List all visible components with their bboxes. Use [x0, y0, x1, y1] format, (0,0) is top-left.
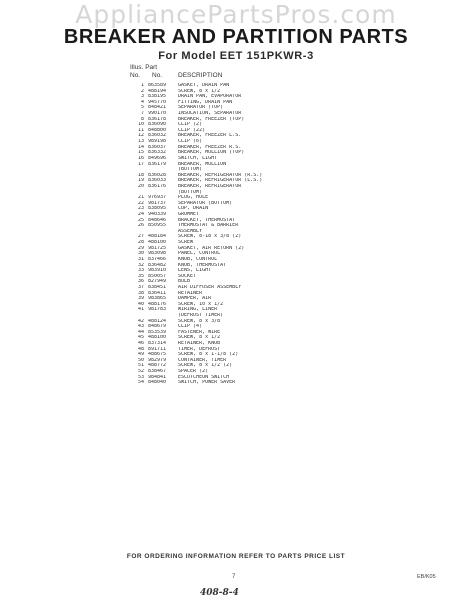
watermark-text: AppliancePartsPros.com [75, 0, 397, 29]
illus-number: 18 [137, 172, 144, 178]
illus-number: 28 [137, 240, 144, 246]
illus-number: 3 [140, 94, 144, 100]
part-number: 836176 [148, 183, 167, 189]
illus-number: 51 [137, 363, 144, 369]
part-number: 836179 [148, 161, 167, 167]
part-description: RETAINER [178, 290, 203, 296]
part-number: 848679 [148, 324, 167, 330]
part-description: SCREW, 8 x 1-1/8 (2) [178, 352, 239, 358]
illus-number: 1 [140, 83, 144, 88]
part-number: 836028 [148, 172, 167, 178]
illus-number: 43 [137, 324, 144, 330]
part-description: KNOB, THERMOSTAT [178, 262, 227, 268]
illus-number: 45 [137, 335, 144, 341]
page-title: BREAKER AND PARTITION PARTS [63, 26, 409, 48]
part-description: LENS, LIGHT [178, 268, 212, 274]
part-description: SCREW, 8 x 1/2 [178, 88, 221, 94]
part-description: (BOTTOM) [178, 189, 203, 195]
parts-row [130, 380, 360, 386]
part-number: 983910 [148, 268, 167, 274]
part-number: 850955 [148, 223, 167, 229]
illus-number: 41 [137, 307, 144, 313]
part-number: 836411 [148, 290, 167, 296]
part-description: KNOB, CONTROL [178, 256, 218, 262]
part-number: 836090 [148, 122, 167, 128]
part-number: 827949 [148, 279, 167, 285]
part-number: 976937 [148, 195, 167, 201]
illus-number: 21 [137, 195, 144, 201]
part-description: (BOTTOM) [178, 167, 203, 173]
part-number: 836178 [148, 116, 167, 122]
ordering-info-note: FOR ORDERING INFORMATION REFER TO PARTS PRICE LIST [126, 553, 346, 560]
illus-number: 26 [137, 223, 144, 229]
part-description: CLIP (6) [178, 139, 203, 145]
parts-list [130, 83, 360, 386]
illus-number: 48 [137, 346, 144, 352]
part-number: 982979 [148, 357, 167, 363]
part-description: INSULATION, SEPARATOR [178, 111, 242, 117]
column-header-part-top: Part [145, 64, 158, 71]
part-number: 838467 [148, 369, 167, 375]
illus-number: 25 [137, 217, 144, 223]
part-description: CUP, DRAIN [178, 206, 209, 212]
part-number: 836037 [148, 144, 167, 150]
part-description: DRAIN PAN, EVAPORATOR [178, 94, 242, 100]
illus-number: 36 [137, 279, 144, 285]
part-description: SEPARATOR (BOTTOM) [178, 200, 233, 206]
part-number: 836332 [148, 150, 167, 156]
handwritten-note: 408-8-4 [200, 588, 239, 598]
column-header-illus: Illus. [130, 64, 144, 71]
part-description: BREAKER, FREEZER L.S. [178, 133, 242, 139]
illus-number: 40 [137, 301, 144, 307]
illus-number: 29 [137, 245, 144, 251]
part-description: SCREW, 8 x 3/8 [178, 318, 221, 324]
illus-number: 39 [137, 296, 144, 302]
part-number: 848646 [148, 217, 167, 223]
part-description: SPACER (2) [178, 369, 209, 375]
illus-number: 53 [137, 374, 144, 380]
part-number: 850057 [148, 273, 167, 279]
illus-number: 22 [137, 200, 144, 206]
column-header-top [130, 64, 157, 71]
part-number: 848040 [148, 380, 167, 386]
part-description: BRACKET, THERMOSTAT [178, 217, 236, 223]
part-description: BULB [178, 279, 191, 285]
column-header-part-no: No. [152, 72, 163, 79]
part-number: 838095 [148, 206, 167, 212]
illus-number: 38 [137, 290, 144, 296]
part-description: BREAKER, REFRIGERATOR (L.S.) [178, 178, 263, 184]
part-number: 863589 [148, 83, 167, 88]
illus-number: 20 [137, 183, 144, 189]
illus-number: 19 [137, 178, 144, 184]
part-description: AIR DIFFUSER ASSEMBLY [178, 284, 242, 290]
column-header-description: DESCRIPTION [178, 72, 223, 79]
part-number: 945770 [148, 99, 167, 105]
part-description: SOCKET [178, 273, 197, 279]
illus-number: 44 [137, 329, 144, 335]
part-number: 981783 [148, 307, 167, 313]
part-number: 838195 [148, 94, 167, 100]
part-number: 488124 [148, 318, 167, 324]
part-description: TIMER, DEFROST [178, 346, 221, 352]
part-number: 837314 [148, 341, 167, 347]
illus-number: 30 [137, 251, 144, 257]
part-number: 488772 [148, 363, 167, 369]
part-number: 981737 [148, 200, 167, 206]
part-description: BREAKER, REFRIGERATOR (R.S.) [178, 172, 263, 178]
part-number: 837466 [148, 256, 167, 262]
illus-number: 7 [140, 111, 144, 117]
part-description: DAMPER, AIR [178, 296, 212, 302]
part-number: 989198 [148, 139, 167, 145]
part-number: 488100 [148, 335, 167, 341]
part-number: 940339 [148, 212, 167, 218]
part-number: 984841 [148, 374, 167, 380]
illus-number: 10 [137, 122, 144, 128]
illus-number: 14 [137, 144, 144, 150]
illus-number: 50 [137, 357, 144, 363]
illus-number: 49 [137, 352, 144, 358]
illus-number: 33 [137, 268, 144, 274]
part-description: PANEL, CONTROL [178, 251, 221, 257]
part-description: WIRING, LINER [178, 307, 218, 313]
illus-number: 23 [137, 206, 144, 212]
part-description: SCREW, 8-18 x 3/8 (2) [178, 234, 242, 240]
part-number: 848800 [148, 127, 167, 133]
part-description: SCREW [178, 240, 194, 246]
part-description: SCREW, 8 x 1/2 (2) [178, 363, 233, 369]
part-number: 849696 [148, 155, 167, 161]
column-header-row [130, 72, 330, 79]
part-description: THERMOSTAT & BARRIER [178, 223, 239, 229]
part-description: CLIP (2) [178, 122, 203, 128]
illus-number: 37 [137, 284, 144, 290]
part-description: CONTAINER, TIMER [178, 357, 227, 363]
part-description: SEPARATOR (TOP) [178, 105, 224, 111]
illus-number: 13 [137, 139, 144, 145]
part-description: GASKET, AIR RETURN (2) [178, 245, 245, 251]
part-number: 853539 [148, 329, 167, 335]
part-number: 838451 [148, 284, 167, 290]
part-description: GROMMET [178, 212, 200, 218]
illus-number: 27 [137, 234, 144, 240]
illus-number: 52 [137, 369, 144, 375]
part-number: 488176 [148, 301, 167, 307]
part-number: 488194 [148, 88, 167, 94]
illus-number: 54 [137, 380, 144, 386]
illus-number: 35 [137, 273, 144, 279]
part-number: 488100 [148, 240, 167, 246]
part-number: 836032 [148, 133, 167, 139]
illus-number: 4 [140, 99, 144, 105]
part-number: 990170 [148, 111, 167, 117]
part-description: FASTENER, WIRE [178, 329, 221, 335]
illus-number: 11 [137, 127, 144, 133]
part-number: 836033 [148, 178, 167, 184]
illus-number: 2 [140, 88, 144, 94]
illus-number: 12 [137, 133, 144, 139]
part-description: SWITCH, LIGHT [178, 155, 218, 161]
part-description: RETAINER, KNOB [178, 341, 221, 347]
part-number: 488675 [148, 352, 167, 358]
part-description: FITTING, DRAIN PAN [178, 99, 233, 105]
part-description: SCREW, 8 x 1/2 [178, 335, 221, 341]
part-description: SWITCH, POWER SAVER [178, 380, 236, 386]
part-description: CLIP (22) [178, 127, 206, 133]
page-code: EB/K05 [417, 574, 436, 580]
part-description: ASSEMBLY [178, 228, 203, 234]
part-description: GASKET, DRAIN PAN [178, 83, 230, 88]
illus-number: 42 [137, 318, 144, 324]
illus-number: 17 [137, 161, 144, 167]
column-header-no: No. [130, 72, 141, 79]
illus-number: 5 [140, 105, 144, 111]
part-description: SCREW, 10 x 1/2 [178, 301, 224, 307]
part-number: 983865 [148, 296, 167, 302]
illus-number: 32 [137, 262, 144, 268]
part-number: 981725 [148, 245, 167, 251]
part-number: 983098 [148, 251, 167, 257]
illus-number: 15 [137, 150, 144, 156]
part-description: PLUG, HOLE [178, 195, 209, 201]
illus-number: 46 [137, 341, 144, 347]
part-description: (DEFROST TIMER) [178, 312, 224, 318]
part-description: CLIP (4) [178, 324, 203, 330]
part-description: BREAKER, MULLION (TOP) [178, 150, 245, 156]
part-description: BREAKER, FREEZER (TOP) [178, 116, 245, 122]
part-description: ESCUTCHEON SWITCH [178, 374, 230, 380]
illus-number: 16 [137, 155, 144, 161]
part-description: BREAKER, REFRIGERATOR [178, 183, 242, 189]
part-description: BREAKER, MULLION [178, 161, 227, 167]
part-number: 836482 [148, 262, 167, 268]
illus-number: 24 [137, 212, 144, 218]
part-number: 848421 [148, 105, 167, 111]
illus-number: 31 [137, 256, 144, 262]
part-description: BREAKER, FREEZER R.S. [178, 144, 242, 150]
illus-number: 8 [140, 116, 144, 122]
part-number: 891711 [148, 346, 167, 352]
part-number: 488184 [148, 234, 167, 240]
page-number: 7 [232, 574, 236, 580]
model-subtitle: For Model EET 151PKWR-3 [158, 50, 314, 62]
